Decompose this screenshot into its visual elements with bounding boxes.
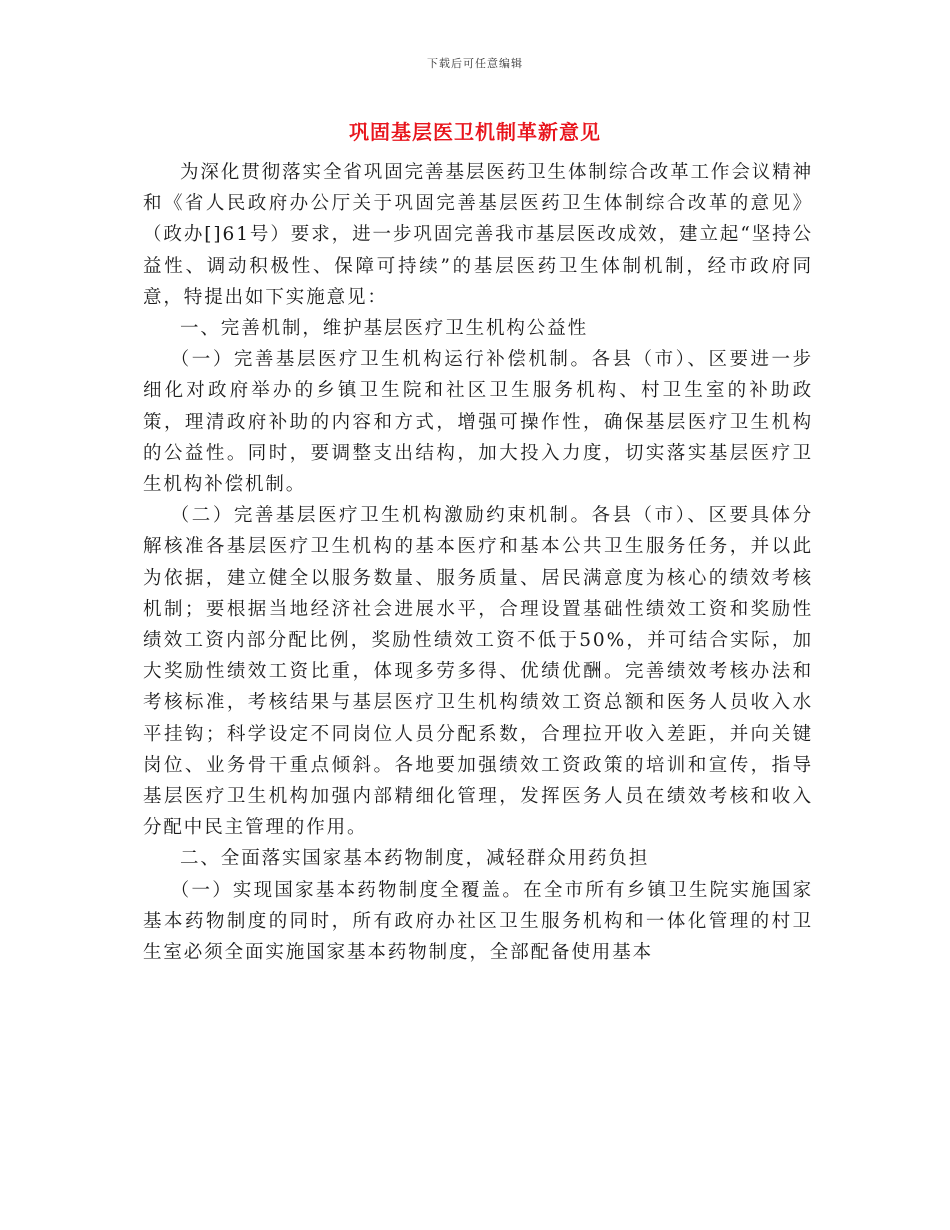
- paragraph-1-2: （二）完善基层医疗卫生机构激励约束机制。各县（市）、区要具体分解核准各基层医疗卫生机构的基本医疗和基本公共卫生服务任务，并以此为依据，建立健全以服务数量、服务质量、居民满意度为核心的绩效考核机制；要根据当地经济社会进展水平，合理设置基础性绩效工资和奖励性绩效工资内部分配比例，奖励性绩效工资不低于50%，并可结合实际，加大奖励性绩效工资比重，体现多劳多得、优绩优酬。完善绩效考核办法和考核标准，考核结果与基层医疗卫生机构绩效工资总额和医务人员收入水平挂钩；科学设定不同岗位人员分配系数，合理拉开收入差距，并向关键岗位、业务骨干重点倾斜。各地要加强绩效工资政策的培训和宣传，指导基层医疗卫生机构加强内部精细化管理，发挥医务人员在绩效考核和收入分配中民主管理的作用。: [143, 505, 813, 839]
- section-heading-1: 一、完善机制，维护基层医疗卫生机构公益性: [180, 318, 589, 340]
- paragraph-1-1: （一）完善基层医疗卫生机构运行补偿机制。各县（市）、区要进一步细化对政府举办的乡镇卫生院和社区卫生服务机构、村卫生室的补助政策，理清政府补助的内容和方式，增强可操作性，确保基层医疗卫生机构的公益性。同时，要调整支出结构，加大投入力度，切实落实基层医疗卫生机构补偿机制。: [143, 349, 813, 496]
- section-heading-2: 二、全面落实国家基本药物制度，减轻群众用药负担: [180, 848, 650, 870]
- paragraph-2-1: （一）实现国家基本药物制度全覆盖。在全市所有乡镇卫生院实施国家基本药物制度的同时，所有政府办社区卫生服务机构和一体化管理的村卫生室必须全面实施国家基本药物制度，全部配备使用基本: [143, 879, 813, 964]
- document-title: 巩固基层医卫机制革新意见: [349, 120, 601, 144]
- page-header-note: 下载后可任意编辑: [427, 57, 523, 70]
- paragraph-intro: 为深化贯彻落实全省巩固完善基层医药卫生体制综合改革工作会议精神和《省人民政府办公厅关于巩固完善基层医药卫生体制综合改革的意见》（政办[]61号）要求，进一步巩固完善我市基层医改成效，建立起“坚持公益性、调动积极性、保障可持续”的基层医药卫生体制机制，经市政府同意，特提出如下实施意见：: [143, 162, 813, 308]
- document-body: [143, 157, 813, 968]
